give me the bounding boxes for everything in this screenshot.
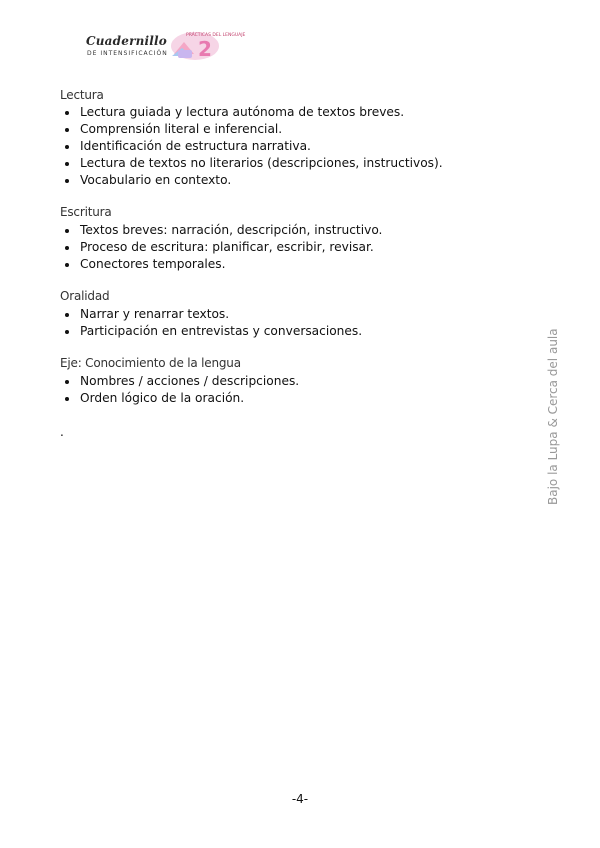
list-item: Narrar y renarrar textos.	[62, 306, 362, 323]
list-item: Orden lógico de la oración.	[62, 390, 299, 407]
list-oralidad	[62, 306, 362, 340]
list-item: Comprensión literal e inferencial.	[62, 121, 443, 138]
svg-text:2: 2	[198, 37, 212, 61]
list-item: Proceso de escritura: planificar, escribir, revisar.	[62, 239, 382, 256]
section-heading-oralidad: Oralidad	[60, 289, 110, 303]
page-number: -4-	[291, 792, 309, 806]
list-lectura	[62, 104, 443, 189]
svg-text:PRÁCTICAS DEL LENGUAJE: PRÁCTICAS DEL LENGUAJE	[186, 33, 246, 38]
section-heading-lectura: Lectura	[60, 88, 104, 102]
side-caption: Bajo la Lupa & Cerca del aula	[546, 328, 560, 505]
section-heading-eje: Eje: Conocimiento de la lengua	[60, 356, 241, 370]
trailing-dot: .	[60, 425, 64, 439]
list-item: Lectura guiada y lectura autónoma de textos breves.	[62, 104, 443, 121]
logo-title: Cuadernillo	[86, 34, 168, 48]
list-item: Vocabulario en contexto.	[62, 172, 443, 189]
list-item: Conectores temporales.	[62, 256, 382, 273]
list-item: Identificación de estructura narrativa.	[62, 138, 443, 155]
list-item: Nombres / acciones / descripciones.	[62, 373, 299, 390]
list-item: Participación en entrevistas y conversaciones.	[62, 323, 362, 340]
logo-subtitle: DE INTENSIFICACIÓN	[87, 50, 168, 57]
list-item: Textos breves: narración, descripción, instructivo.	[62, 222, 382, 239]
book-logo-icon	[168, 28, 246, 62]
list-eje	[62, 373, 299, 407]
section-heading-escritura: Escritura	[60, 205, 112, 219]
list-item: Lectura de textos no literarios (descripciones, instructivos).	[62, 155, 443, 172]
header-logo	[82, 28, 246, 68]
list-escritura	[62, 222, 382, 273]
